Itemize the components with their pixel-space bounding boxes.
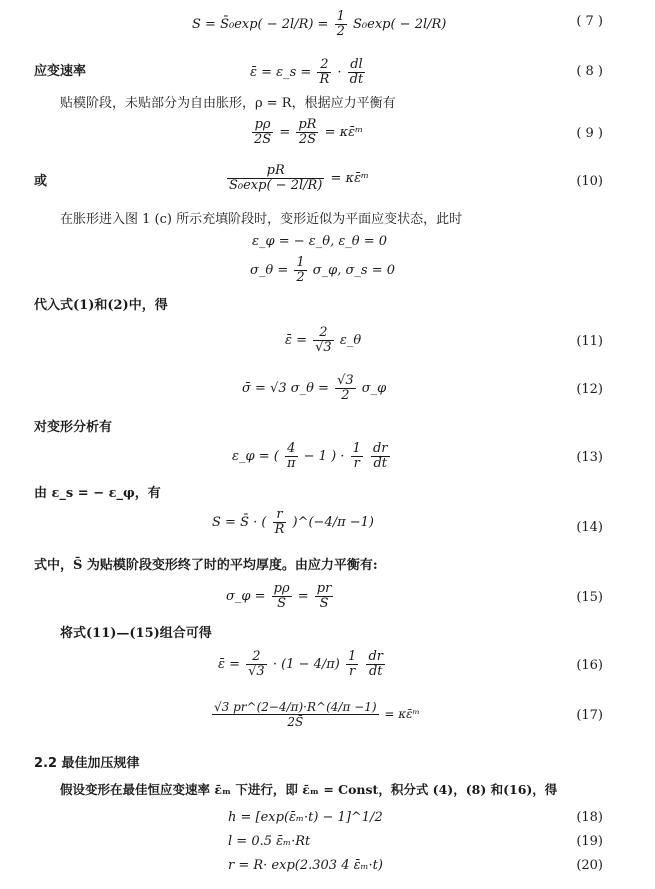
eq17-number: (17) <box>576 708 603 723</box>
eq16-fraction-1: $\frac{2}{√3}$ <box>248 649 265 679</box>
eq11-fraction: $\frac{2}{√3}$ <box>315 325 332 355</box>
eq12-fraction: $\frac{√3}{2}$ <box>337 373 354 403</box>
eq9-number: ( 9 ) <box>576 126 603 141</box>
eq7-number: ( 7 ) <box>576 14 603 29</box>
eq7-pre: S = S̄₀exp( − 2l/R) = <box>192 17 333 32</box>
eq10-fraction: $\frac{pR}{\text{S₀exp( − 2l/R)}}$ <box>229 163 323 193</box>
eq7-post: S₀exp( − 2l/R) <box>353 17 447 32</box>
eq8-fraction-2: $\frac{dl}{dt}$ <box>349 57 364 87</box>
eq10-label: 或 <box>34 174 48 189</box>
eq7-fraction: $\frac{1}{2}$ <box>336 9 345 39</box>
eq20-number: (20) <box>576 858 603 873</box>
eq11-number: (11) <box>576 334 603 349</box>
eq15-number: (15) <box>576 590 603 605</box>
eq8-number: ( 8 ) <box>576 64 603 79</box>
eq13-fraction-3: $\frac{dr}{dt}$ <box>372 441 388 471</box>
eq16-fraction-2: $\frac{1}{r}$ <box>348 649 357 679</box>
eq9-fraction-1: $\frac{p\rho}{2S}$ <box>254 117 272 147</box>
eq15-fraction-1: $\frac{p\rho}{S}$ <box>273 581 290 611</box>
eq14-fraction: $\frac{r}{R}$ <box>274 507 285 537</box>
eq19-number: (19) <box>576 834 603 849</box>
eq10-number: (10) <box>576 174 603 189</box>
eq18-number: (18) <box>576 810 603 825</box>
eq14-number: (14) <box>576 520 603 535</box>
eq8-fraction-1: $\frac{2}{R}$ <box>319 57 330 87</box>
eq9-fraction-2: $\frac{pR}{2S}$ <box>298 117 317 147</box>
eq12-number: (12) <box>576 382 603 397</box>
eq17-fraction: $\frac{√3 pr\^{}(2-4/\pi)\cdot R\^{}(4/\pi -1)}{2S̄}$ <box>214 700 377 729</box>
eq8-label: 应变速率 <box>34 64 87 79</box>
eq16-number: (16) <box>576 658 603 673</box>
eq13-fraction-2: $\frac{1}{r}$ <box>352 441 361 471</box>
eq15-fraction-2: $\frac{pr}{S}$ <box>316 581 332 611</box>
eq13-fraction-1: $\frac{4}{\pi}$ <box>286 441 296 471</box>
eq13-number: (13) <box>576 450 603 465</box>
eq16-fraction-3: $\frac{dr}{dt}$ <box>368 649 383 679</box>
half-fraction: $\frac{1}{2}$ <box>296 255 305 285</box>
